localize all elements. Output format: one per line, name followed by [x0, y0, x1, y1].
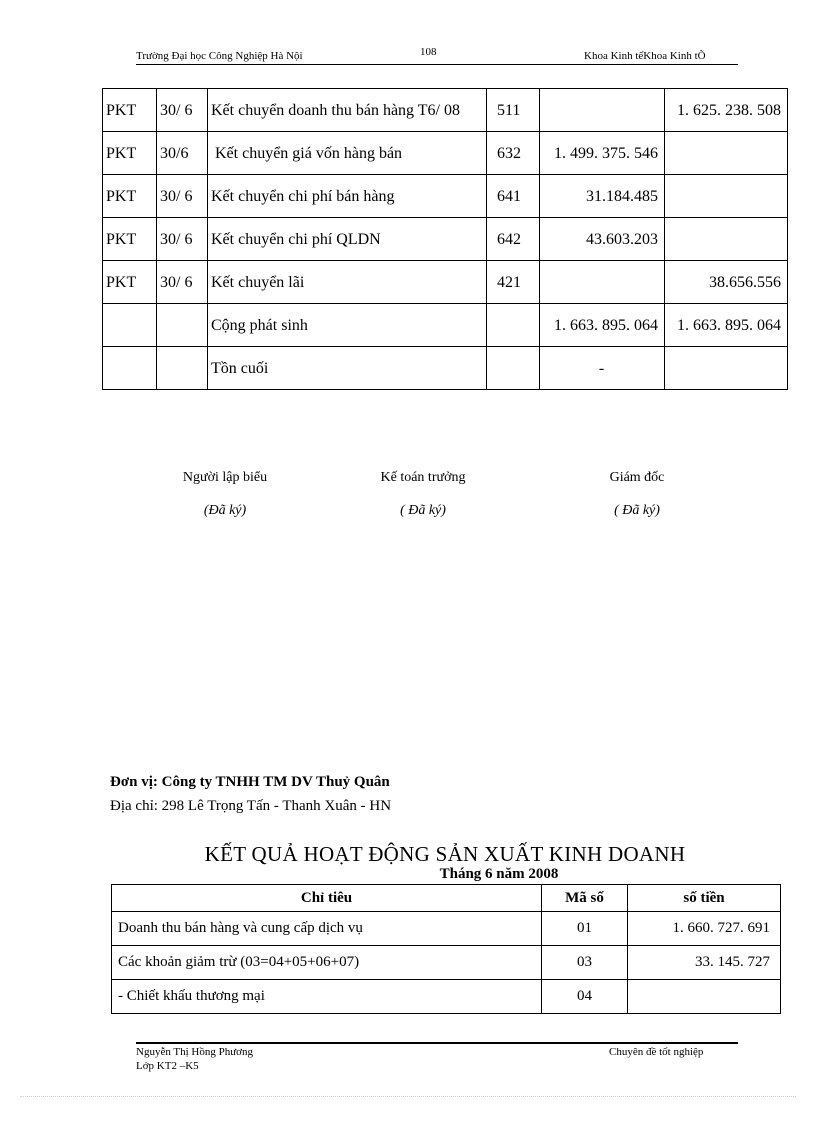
- account-code: [487, 304, 540, 347]
- voucher-type: [103, 304, 157, 347]
- column-header-amount: số tiền: [628, 885, 781, 912]
- credit-amount: 1. 663. 895. 064: [665, 304, 788, 347]
- voucher-type: PKT: [103, 175, 157, 218]
- voucher-date: [157, 347, 208, 390]
- voucher-date: 30/ 6: [157, 89, 208, 132]
- voucher-type: [103, 347, 157, 390]
- account-code: 642: [487, 218, 540, 261]
- entry-description: Kết chuyển chi phí QLDN: [208, 218, 487, 261]
- results-table: [111, 884, 781, 1014]
- entry-description: Kết chuyển doanh thu bán hàng T6/ 08: [208, 89, 487, 132]
- entry-description: Kết chuyển chi phí bán hàng: [208, 175, 487, 218]
- page-number: 108: [420, 46, 437, 58]
- voucher-type: PKT: [103, 261, 157, 304]
- item-name: Các khoản giảm trừ (03=04+05+06+07): [112, 946, 542, 980]
- credit-amount: [665, 175, 788, 218]
- debit-amount: [540, 261, 665, 304]
- report-title: KẾT QUẢ HOẠT ĐỘNG SẢN XUẤT KINH DOANH: [204, 842, 686, 866]
- item-name: Doanh thu bán hàng và cung cấp dịch vụ: [112, 912, 542, 946]
- voucher-date: 30/ 6: [157, 261, 208, 304]
- signature-director-note: ( Đã ký): [614, 503, 660, 518]
- page-edge: [20, 1096, 796, 1097]
- voucher-type: PKT: [103, 89, 157, 132]
- item-amount: [628, 980, 781, 1014]
- account-code: 421: [487, 261, 540, 304]
- header-school: Trường Đại học Công Nghiệp Hà Nội: [136, 50, 303, 62]
- debit-amount: 43.603.203: [540, 218, 665, 261]
- signature-chief-accountant-label: Kế toán trưởng: [380, 470, 466, 485]
- table-row: [103, 261, 788, 304]
- item-name: - Chiết khấu thương mại: [112, 980, 542, 1014]
- account-code: 641: [487, 175, 540, 218]
- item-amount: 33. 145. 727: [628, 946, 781, 980]
- signature-preparer-note: (Đã ký): [203, 503, 247, 518]
- table-row: [103, 132, 788, 175]
- signature-director-label: Giám đốc: [609, 470, 665, 485]
- item-code: 01: [542, 912, 628, 946]
- voucher-type: PKT: [103, 218, 157, 261]
- credit-amount: [665, 132, 788, 175]
- footer-thesis: Chuyên đề tốt nghiệp: [609, 1046, 704, 1058]
- company-address: Địa chỉ: 298 Lê Trọng Tấn - Thanh Xuân - HN: [110, 798, 392, 814]
- debit-amount: 1. 499. 375. 546: [540, 132, 665, 175]
- account-code: 511: [487, 89, 540, 132]
- credit-amount: 1. 625. 238. 508: [665, 89, 788, 132]
- entry-description: Cộng phát sinh: [208, 304, 487, 347]
- entry-description: Kết chuyển lãi: [208, 261, 487, 304]
- table-row: [103, 175, 788, 218]
- voucher-date: [157, 304, 208, 347]
- journal-table: [102, 88, 788, 390]
- entry-description: Tồn cuối: [208, 347, 487, 390]
- debit-amount: 1. 663. 895. 064: [540, 304, 665, 347]
- table-row-closing: [103, 347, 788, 390]
- company-name: Đơn vị: Công ty TNHH TM DV Thuỷ Quân: [110, 774, 390, 790]
- entry-description: Kết chuyển giá vốn hàng bán: [208, 132, 487, 175]
- column-header-item: Chỉ tiêu: [112, 885, 542, 912]
- table-row: [112, 980, 781, 1014]
- table-row-total: [103, 304, 788, 347]
- footer-class: Lớp KT2 –K5: [136, 1060, 199, 1072]
- voucher-date: 30/6: [157, 132, 208, 175]
- debit-amount: -: [540, 347, 665, 390]
- footer-rule: [136, 1042, 738, 1044]
- debit-amount: 31.184.485: [540, 175, 665, 218]
- header-rule: [136, 64, 738, 65]
- credit-amount: 38.656.556: [665, 261, 788, 304]
- credit-amount: [665, 347, 788, 390]
- item-code: 03: [542, 946, 628, 980]
- credit-amount: [665, 218, 788, 261]
- table-row: [112, 946, 781, 980]
- account-code: 632: [487, 132, 540, 175]
- debit-amount: [540, 89, 665, 132]
- report-subtitle: Tháng 6 năm 2008: [439, 866, 559, 882]
- voucher-type: PKT: [103, 132, 157, 175]
- account-code: [487, 347, 540, 390]
- table-row: [112, 912, 781, 946]
- item-code: 04: [542, 980, 628, 1014]
- footer-author: Nguyễn Thị Hồng Phương: [136, 1046, 253, 1058]
- table-header-row: [112, 885, 781, 912]
- item-amount: 1. 660. 727. 691: [628, 912, 781, 946]
- voucher-date: 30/ 6: [157, 175, 208, 218]
- signature-chief-accountant-note: ( Đã ký): [400, 503, 446, 518]
- column-header-code: Mã số: [542, 885, 628, 912]
- table-row: [103, 218, 788, 261]
- voucher-date: 30/ 6: [157, 218, 208, 261]
- table-row: [103, 89, 788, 132]
- header-faculty: Khoa Kinh tếKhoa Kinh tÕ: [584, 50, 706, 62]
- signature-preparer-label: Người lập biểu: [182, 470, 268, 485]
